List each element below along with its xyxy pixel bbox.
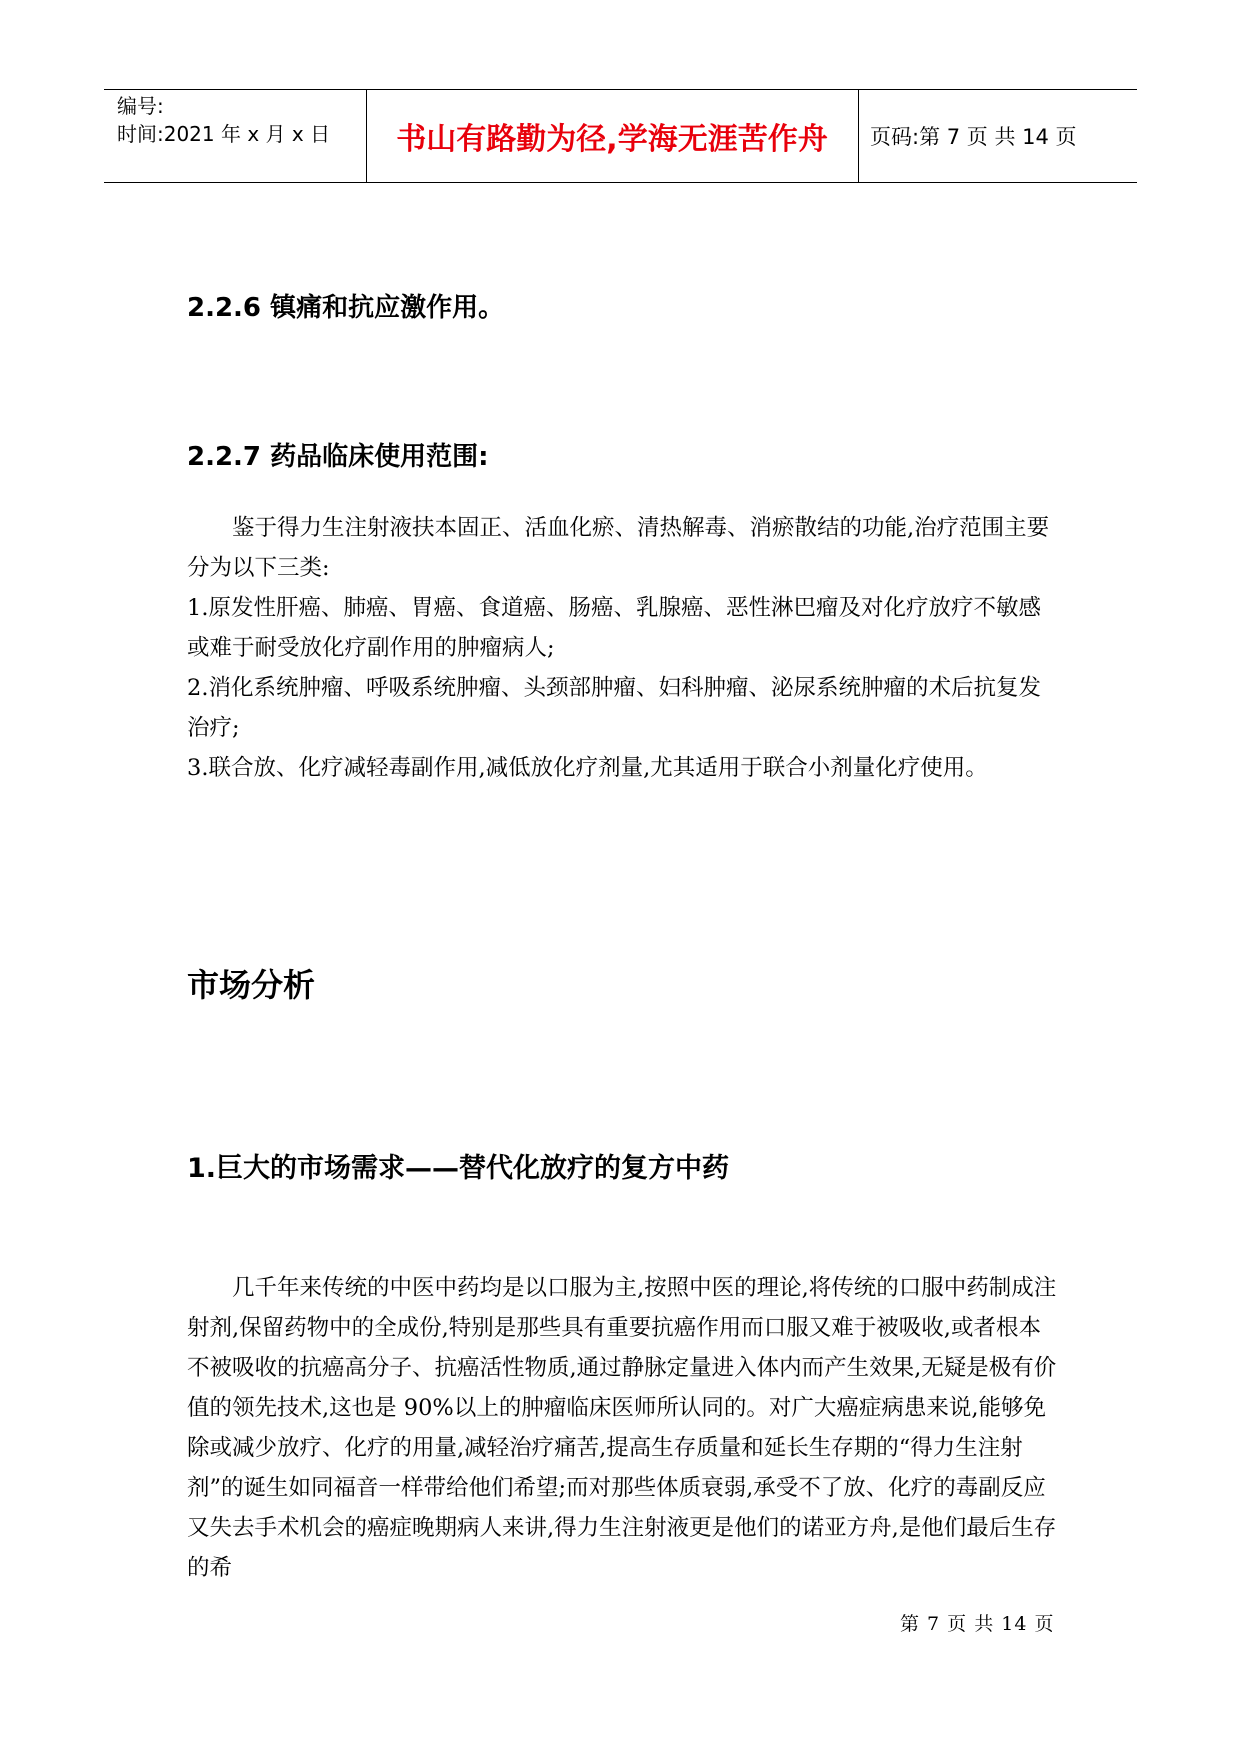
scope-item-2: 2.消化系统肿瘤、呼吸系统肿瘤、头颈部肿瘤、妇科肿瘤、泌尿系统肿瘤的术后抗复发治疗;: [187, 675, 1041, 741]
header-bottom-rule: [104, 182, 1137, 183]
document-time-label: 时间:2021 年 x 月 x 日: [117, 122, 331, 146]
scope-item-1: 1.原发性肝癌、肺癌、胃癌、食道癌、肠癌、乳腺癌、恶性淋巴瘤及对化疗放疗不敏感或难于耐受放化疗副作用的肿瘤病人;: [187, 595, 1041, 661]
scope-intro-paragraph: 鉴于得力生注射液扶本固正、活血化瘀、清热解毒、消瘀散结的功能,治疗范围主要分为以下三类:: [187, 515, 1050, 581]
scope-text-block: [187, 508, 1057, 788]
demand-paragraph: 几千年来传统的中医中药均是以口服为主,按照中医的理论,将传统的口服中药制成注射剂,保留药物中的全成份,特别是那些具有重要抗癌作用而口服又难于被吸收,或者根本不被吸收的抗癌高分子、抗癌活性物质,通过静脉定量进入体内而产生效果,无疑是极有价值的领先技术,这也是 90%以上的肿瘤临床医师所认同的。对广大癌症病患来说,能够免除或减少放疗、化疗的用量,减轻治疗痛苦,提高生存质量和延长生存期的“得力生注射剂”的诞生如同福音一样带给他们希望;而对那些体质衰弱,承受不了放、化疗的毒副反应又失去手术机会的癌症晚期病人来讲,得力生注射液更是他们的诺亚方舟,是他们最后生存的希: [187, 1275, 1057, 1581]
header-page-number: 页码:第 7 页 共 14 页: [870, 124, 1077, 149]
header-divider-right: [858, 89, 859, 182]
demand-heading: 1.巨大的市场需求——替代化放疗的复方中药: [187, 1153, 730, 1184]
header-meta: [117, 92, 330, 148]
section-heading-2-2-6: 2.2.6 镇痛和抗应激作用。: [187, 293, 505, 323]
scope-item-3: 3.联合放、化疗减轻毒副作用,减低放化疗剂量,尤其适用于联合小剂量化疗使用。: [187, 755, 988, 781]
footer-page-number: 第 7 页 共 14 页: [900, 1613, 1055, 1635]
market-analysis-heading: 市场分析: [187, 966, 316, 1004]
document-number-label: 编号:: [117, 94, 164, 118]
demand-text-block: [187, 1268, 1057, 1588]
section-heading-2-2-7: 2.2.7 药品临床使用范围:: [187, 442, 489, 472]
header-motto: 书山有路勤为径,学海无涯苦作舟: [396, 121, 828, 157]
